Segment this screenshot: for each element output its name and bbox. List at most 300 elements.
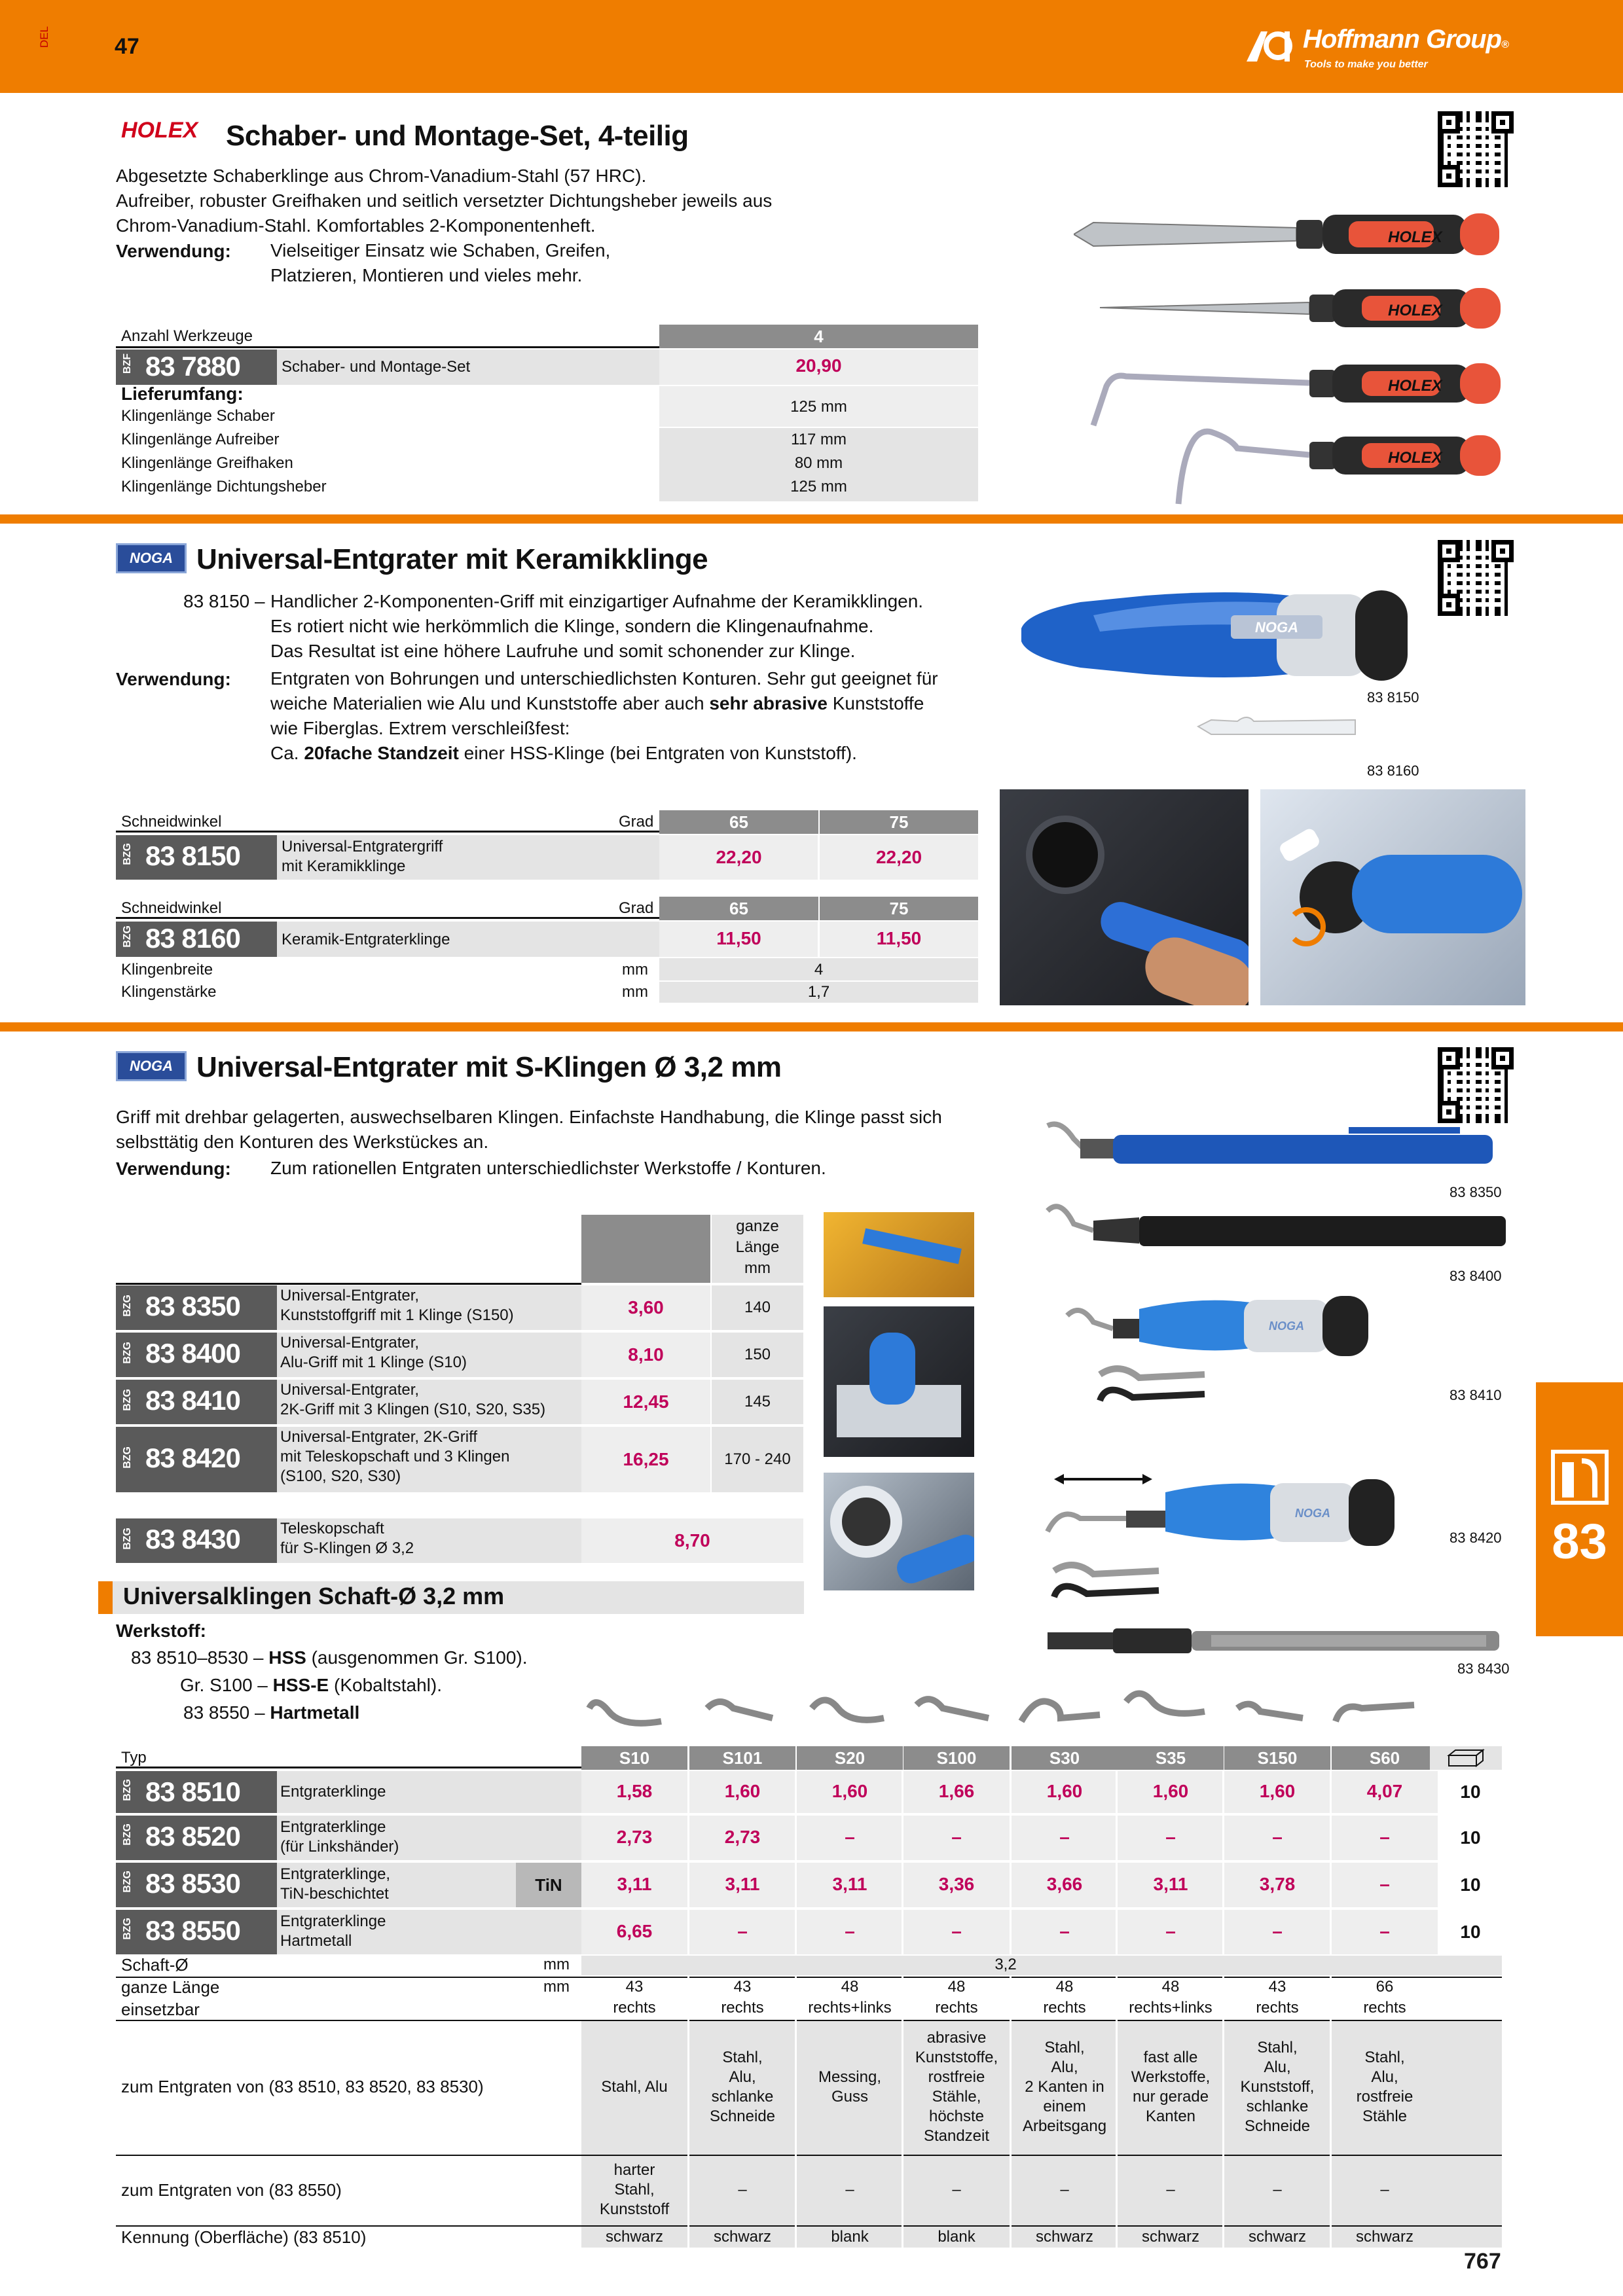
t4-spec-col-sep-1 <box>687 1975 689 2248</box>
telescopic-shaft-image <box>1048 1621 1506 1660</box>
qr-code-icon[interactable] <box>1438 540 1514 616</box>
t3-row1-article[interactable]: 83 8400 <box>145 1338 240 1369</box>
deburring-photo-4 <box>824 1306 974 1457</box>
t4-row2-price-s101: 3,11 <box>725 1874 760 1894</box>
page-number-bottom: 767 <box>1464 2249 1501 2274</box>
t4-spec-col-sep-5 <box>1116 1975 1118 2248</box>
chapter-number: 83 <box>1552 1514 1607 1570</box>
t4-entgr1-s150-0: Stahl, <box>1257 2039 1298 2056</box>
t4-row3-price-s150: – <box>1272 1921 1283 1941</box>
deburring-photo-1 <box>1000 789 1249 1005</box>
t1-row-label-0: Klingenlänge Schaber <box>121 407 275 425</box>
deburring-tool-icon <box>1549 1448 1611 1507</box>
qr-code-icon[interactable] <box>1438 1047 1514 1123</box>
section1-desc-line2: Aufreiber, robuster Greifhaken und seitlich versetzter Dichtungsheber jeweils aus <box>116 190 773 211</box>
seal-lifter-tool <box>1178 431 1501 504</box>
section1-use-line1: Vielseitiger Einsatz wie Schaben, Greifen, <box>270 240 611 260</box>
t4-laenge-s35: 48 <box>1161 1978 1180 1996</box>
t4-row1-code: BZG <box>122 1823 133 1846</box>
t2b-spec-label-0: Klingenbreite <box>121 961 213 978</box>
t4-row3-price-s10: 6,65 <box>616 1921 653 1941</box>
t4-entgr1-s100-4: höchste <box>928 2108 985 2125</box>
section2-use-line2: weiche Materialien wie Alu und Kunststoffe aber auch sehr abrasive Kunststoffe <box>270 693 924 713</box>
tin-coating-tag: TiN <box>535 1875 562 1895</box>
t4-row2-price-s35: 3,11 <box>1153 1874 1188 1894</box>
t3-row2-code: BZG <box>122 1389 133 1411</box>
t4-row0-price-s35: 1,60 <box>1152 1781 1189 1801</box>
t4-kennung-s100: blank <box>938 2228 976 2246</box>
t3-row1-price: 8,10 <box>628 1344 664 1365</box>
t4-einsetzbar-label: einsetzbar <box>121 2000 200 2019</box>
t4-entgr2-s35-0: – <box>1166 2181 1175 2198</box>
tool-brand-3: HOLEX <box>1388 377 1442 395</box>
t4-type-s100: S100 <box>903 1746 1010 1770</box>
t4-row1-price-s30: – <box>1059 1827 1070 1847</box>
t4-row0-price-s30: 1,60 <box>1046 1781 1083 1801</box>
t4-einsetzbar-s20: rechts+links <box>808 1999 892 2017</box>
section3-desc-line1: Griff mit drehbar gelagerten, auswechselbaren Klingen. Einfachste Handhabung, die Klinge passt sich <box>116 1107 942 1127</box>
t2a-price-65: 22,20 <box>716 847 762 867</box>
t4-einsetzbar-s30: rechts <box>1043 1999 1086 2017</box>
t4-col-sep-2 <box>795 1771 797 1954</box>
t1-article-number[interactable]: 83 7880 <box>145 351 240 382</box>
t1-header-label: Anzahl Werkzeuge <box>121 327 253 345</box>
t4-entgr1-s20-1: Guss <box>831 2088 868 2106</box>
image-label-838420: 83 8420 <box>1450 1530 1502 1546</box>
section3-desc-line2: selbsttätig den Konturen des Werkstückes an. <box>116 1132 489 1152</box>
t3-row3-name3: (S100, S20, S30) <box>280 1467 401 1485</box>
blade-s20-icon <box>812 1700 884 1720</box>
t4-row1-price-s20: – <box>845 1827 855 1847</box>
t4-row1-price-s35: – <box>1165 1827 1176 1847</box>
t3-row3-article[interactable]: 83 8420 <box>145 1443 240 1473</box>
image-label-838400: 83 8400 <box>1450 1268 1502 1284</box>
t2b-article-number[interactable]: 83 8160 <box>145 923 240 954</box>
t4-row2-price-s10: 3,11 <box>617 1874 652 1894</box>
t4-row0-price-s20: 1,60 <box>831 1781 868 1801</box>
hoffmann-group-logo <box>1244 25 1519 77</box>
t4-row2-price-s30: 3,66 <box>1046 1874 1083 1894</box>
t4-entgr2-s10-0: harter <box>613 2161 655 2179</box>
t1-row-label-2: Klingenlänge Greifhaken <box>121 454 293 472</box>
language-tag: DEL <box>38 26 50 48</box>
t4-row1-price-s60: – <box>1379 1827 1390 1847</box>
t4-kennung-s30: schwarz <box>1035 2228 1094 2246</box>
section2-p1-line2: Es rotiert nicht wie herkömmlich die Klinge, sondern die Klingenaufnahme. <box>270 616 874 636</box>
t4-entgr1-s35-3: Kanten <box>1145 2108 1196 2125</box>
t2a-name-line1: Universal-Entgratergriff <box>282 838 443 855</box>
t4-entgr1-s100-2: rostfreie <box>928 2068 985 2086</box>
t4-typ-header <box>116 1748 581 1768</box>
t2b-col-65: 65 <box>659 897 818 920</box>
section2-use-line1: Entgraten von Bohrungen und unterschiedlichsten Konturen. Sehr gut geeignet für <box>270 668 938 689</box>
t4-schaft-unit: mm <box>543 1956 570 1973</box>
t4-einsetzbar-s35: rechts+links <box>1129 1999 1213 2017</box>
t4-row2-price-s20: 3,11 <box>832 1874 867 1894</box>
blade-s100-icon <box>917 1699 989 1718</box>
t4-laenge-s101: 43 <box>733 1978 752 1996</box>
chapter-tab[interactable] <box>1536 1382 1623 1636</box>
t4-type-s60: S60 <box>1332 1746 1438 1770</box>
t3-row0-article[interactable]: 83 8350 <box>145 1291 240 1321</box>
blade-s60-icon <box>1336 1705 1414 1721</box>
t4-row3-name0: Entgraterklinge <box>280 1912 386 1930</box>
t2b-spec-unit-1: mm <box>622 983 648 1001</box>
handle-838420 <box>1048 1474 1395 1597</box>
t3-tele-article[interactable]: 83 8430 <box>145 1524 240 1554</box>
t3-row1-name2: Alu-Griff mit 1 Klinge (S10) <box>280 1354 467 1371</box>
t4-row2-article[interactable]: 83 8530 <box>145 1868 240 1899</box>
t4-einsetzbar-s101: rechts <box>721 1999 764 2017</box>
t3-row2-article[interactable]: 83 8410 <box>145 1385 240 1416</box>
t4-kennung-s20: blank <box>831 2228 869 2246</box>
t4-row3-name1: Hartmetall <box>280 1932 352 1950</box>
t1-code: BZF <box>122 353 133 374</box>
t1-product-name: Schaber- und Montage-Set <box>282 358 471 376</box>
handle-label-3: NOGA <box>1295 1507 1330 1520</box>
t2a-name-line2: mit Keramikklinge <box>282 857 406 875</box>
t3-row3-code: BZG <box>122 1446 133 1469</box>
deburring-photo-5 <box>824 1473 974 1590</box>
t4-entgr1-s150-2: Kunststoff, <box>1240 2078 1315 2096</box>
t4-entgr1-s30-4: Arbeitsgang <box>1022 2117 1107 2135</box>
t4-entgr1-s100-0: abrasive <box>926 2029 987 2047</box>
blade-s35-icon <box>1126 1694 1205 1713</box>
tool-brand-4: HOLEX <box>1388 449 1442 467</box>
t4-entgr2-s60-0: – <box>1380 2181 1389 2198</box>
t4-kennung-s35: schwarz <box>1141 2228 1200 2246</box>
blade-s101-icon <box>707 1702 773 1718</box>
t4-entgr1-s101-2: schlanke <box>711 2088 774 2106</box>
t4-laenge-s30: 48 <box>1055 1978 1074 1996</box>
t4-row1-price-s100: – <box>951 1827 962 1847</box>
t4-row1-name1: (für Linkshänder) <box>280 1838 399 1856</box>
handle-838400 <box>1048 1206 1506 1246</box>
t4-col-sep-3 <box>902 1771 903 1954</box>
t1-delivery-label: Lieferumfang: <box>121 384 244 404</box>
t4-row3-article[interactable]: 83 8550 <box>145 1915 240 1946</box>
t4-row3-price-s35: – <box>1165 1921 1176 1941</box>
t4-entgr1-label: zum Entgraten von (83 8510, 83 8520, 83 8530) <box>121 2077 484 2096</box>
t3-len-h2: Länge <box>735 1238 780 1256</box>
blade-shapes-image <box>576 1682 1427 1734</box>
t4-kennung-s60: schwarz <box>1355 2228 1414 2246</box>
t4-row3-price-s60: – <box>1379 1921 1390 1941</box>
t2b-price-65: 11,50 <box>716 928 761 948</box>
t4-row2-qty: 10 <box>1460 1874 1481 1895</box>
deburring-photo-2 <box>1260 789 1525 1005</box>
t4-spec-col-sep-6 <box>1222 1975 1224 2248</box>
t4-spec-col-sep-7 <box>1330 1975 1332 2248</box>
t3-tele-price: 8,70 <box>674 1530 710 1551</box>
t4-entgr1-s100-5: Standzeit <box>923 2127 990 2145</box>
section2-use-label: Verwendung: <box>116 669 231 689</box>
noga-brand-logo: NOGA <box>116 543 187 573</box>
t4-row3-code: BZG <box>122 1918 133 1940</box>
t4-row2-name1: TiN-beschichtet <box>280 1885 389 1903</box>
t4-entgr2-s30-0: – <box>1060 2181 1069 2198</box>
t3-len-h1: ganze <box>736 1217 779 1235</box>
t3-row2-name2: 2K-Griff mit 3 Klingen (S10, S20, S35) <box>280 1401 546 1418</box>
t4-entgr2-label: zum Entgraten von (83 8550) <box>121 2180 342 2200</box>
t4-kennung-label: Kennung (Oberfläche) (83 8510) <box>121 2227 367 2247</box>
t4-kennung-s150: schwarz <box>1248 2228 1307 2246</box>
t2b-col-75: 75 <box>820 897 978 920</box>
werkstoff-line1: 83 8510–8530 – HSS (ausgenommen Gr. S100). <box>131 1647 528 1668</box>
t4-einsetzbar-s10: rechts <box>613 1999 656 2017</box>
t4-type-s150: S150 <box>1224 1746 1330 1770</box>
t3-row0-name2: Kunststoffgriff mit 1 Klinge (S150) <box>280 1306 514 1324</box>
image-label-838350: 83 8350 <box>1450 1184 1502 1200</box>
t4-row0-qty: 10 <box>1460 1782 1481 1802</box>
t4-row3-qty: 10 <box>1460 1922 1481 1942</box>
t2a-code: BZG <box>122 843 133 865</box>
t4-einsetzbar-s150: rechts <box>1256 1999 1299 2017</box>
t4-type-s101: S101 <box>689 1746 795 1770</box>
qr-code-icon[interactable] <box>1438 111 1514 187</box>
hoffmann-emblem-icon <box>1244 25 1299 64</box>
t4-entgr2-s150-0: – <box>1273 2181 1282 2198</box>
blade-s30-icon <box>1021 1701 1100 1721</box>
scraper-set-image <box>1074 196 1519 511</box>
t4-row3-price-s101: – <box>737 1921 748 1941</box>
t4-row0-price-s101: 1,60 <box>724 1781 761 1801</box>
t1-header-value: 4 <box>659 325 978 348</box>
t2b-spec-val-1: 1,7 <box>807 983 830 1001</box>
company-tagline: Tools to make you better <box>1304 59 1428 70</box>
t4-col-sep-6 <box>1222 1771 1224 1954</box>
t4-entgr2-s100-0: – <box>952 2181 961 2198</box>
t4-entgr1-s60-3: Stähle <box>1362 2108 1408 2125</box>
t4-row2-price-s100: 3,36 <box>938 1874 975 1894</box>
werkstoff-line2: Gr. S100 – HSS-E (Kobaltstahl). <box>180 1675 442 1695</box>
werkstoff-line3: 83 8550 – Hartmetall <box>183 1702 360 1723</box>
t4-entgr1-s30-1: Alu, <box>1051 2058 1078 2076</box>
image-label-838150: 83 8150 <box>1367 689 1419 706</box>
section2-divider <box>0 514 1623 524</box>
t3-row0-name1: Universal-Entgrater, <box>280 1287 420 1304</box>
section3-title: Universal-Entgrater mit S-Klingen Ø 3,2 mm <box>196 1051 782 1083</box>
t4-row3-price-s20: – <box>845 1921 855 1941</box>
t2a-price-75: 22,20 <box>875 847 922 867</box>
t3-row3-price: 16,25 <box>623 1449 669 1469</box>
t4-col-sep-5 <box>1116 1771 1118 1954</box>
blade-s10-icon <box>589 1702 661 1723</box>
t3-row0-price: 3,60 <box>628 1297 664 1318</box>
section4-title: Universalklingen Schaft-Ø 3,2 mm <box>123 1583 505 1609</box>
t4-laenge-s60: 66 <box>1376 1978 1394 1996</box>
section1-desc-line3: Chrom-Vanadium-Stahl. Komfortables 2-Komponentenheft. <box>116 215 596 236</box>
image-label-838160: 83 8160 <box>1367 762 1419 779</box>
t4-row1-qty: 10 <box>1460 1827 1481 1848</box>
t2a-article-number[interactable]: 83 8150 <box>145 840 240 871</box>
image-label-838430: 83 8430 <box>1457 1660 1510 1677</box>
t4-row3-price-s30: – <box>1059 1921 1070 1941</box>
t4-row2-name0: Entgraterklinge, <box>280 1865 391 1883</box>
section3-use-label: Verwendung: <box>116 1158 231 1179</box>
t4-entgr2-s10-2: Kunststoff <box>599 2200 670 2218</box>
t4-kennung-s101: schwarz <box>713 2228 772 2246</box>
section1-use-line2: Platzieren, Montieren und vieles mehr. <box>270 265 583 285</box>
t4-entgr1-s150-3: schlanke <box>1246 2098 1309 2115</box>
t4-type-s20: S20 <box>797 1746 903 1770</box>
t3-len-h3: mm <box>744 1259 771 1277</box>
t4-spec-col-sep-2 <box>795 1975 797 2248</box>
blade-s150-icon <box>1237 1704 1303 1718</box>
t1-row-label-3: Klingenlänge Dichtungsheber <box>121 478 327 495</box>
t4-entgr1-s30-3: einem <box>1043 2098 1086 2115</box>
tool-brand-2: HOLEX <box>1388 302 1442 319</box>
t4-entgr1-s30-2: 2 Kanten in <box>1025 2078 1104 2096</box>
t4-entgr1-s60-0: Stahl, <box>1364 2049 1405 2066</box>
t4-entgr1-s101-0: Stahl, <box>722 2049 763 2066</box>
t4-spec-col-sep-3 <box>902 1975 903 2248</box>
handle-838410 <box>1067 1296 1368 1401</box>
t1-row-val-2: 80 mm <box>794 454 843 472</box>
t2b-name: Keramik-Entgraterklinge <box>282 931 450 948</box>
package-icon <box>1446 1749 1486 1767</box>
t4-entgr1-s35-2: nur gerade <box>1132 2088 1209 2106</box>
section2-use-line4: Ca. 20fache Standzeit einer HSS-Klinge (bei Entgraten von Kunststoff). <box>270 743 857 763</box>
t4-entgr1-s20-0: Messing, <box>818 2068 882 2086</box>
handle-label-1: NOGA <box>1255 619 1298 636</box>
t4-entgr2-s101-0: – <box>738 2181 747 2198</box>
t4-row1-price-s10: 2,73 <box>616 1827 653 1847</box>
t4-laenge-unit: mm <box>543 1978 570 1996</box>
t3-row1-len: 150 <box>744 1346 771 1363</box>
t4-entgr1-s150-1: Alu, <box>1264 2058 1291 2076</box>
section1-title: Schaber- und Montage-Set, 4-teilig <box>226 120 689 152</box>
t4-row3-price-s100: – <box>951 1921 962 1941</box>
t1-row-label-1: Klingenlänge Aufreiber <box>121 431 280 448</box>
t2a-header-label: Schneidwinkel <box>121 813 222 831</box>
t3-row0-len: 140 <box>744 1299 771 1316</box>
t2b-price-75: 11,50 <box>876 928 922 948</box>
noga-brand-logo: NOGA <box>116 1051 187 1081</box>
holex-brand-logo: HOLEX <box>121 118 198 143</box>
t2a-col-65: 65 <box>659 810 818 834</box>
section3-use-text: Zum rationellen Entgraten unterschiedlichster Werkstoffe / Konturen. <box>270 1158 826 1178</box>
t3-row3-len: 170 - 240 <box>724 1450 791 1468</box>
t4-type-s30: S30 <box>1012 1746 1118 1770</box>
section2-p1-line1: Handlicher 2-Komponenten-Griff mit einzigartiger Aufnahme der Keramikklingen. <box>270 591 924 611</box>
t4-entgr1-s30-0: Stahl, <box>1044 2039 1085 2056</box>
t4-type-s35: S35 <box>1118 1746 1224 1770</box>
t4-laenge-s20: 48 <box>841 1978 859 1996</box>
t2b-spec-unit-0: mm <box>622 961 648 978</box>
t3-header-line <box>116 1283 581 1285</box>
t4-row1-name0: Entgraterklinge <box>280 1818 386 1836</box>
t4-row1-article[interactable]: 83 8520 <box>145 1821 240 1852</box>
t2b-header-label: Schneidwinkel <box>121 899 222 917</box>
t2b-code: BZG <box>122 925 133 948</box>
t3-row0-code: BZG <box>122 1295 133 1317</box>
section3-divider <box>0 1022 1623 1031</box>
t4-col-sep-4 <box>1010 1771 1012 1954</box>
t4-type-s10: S10 <box>581 1746 687 1770</box>
t4-row2-code: BZG <box>122 1871 133 1893</box>
t4-row2-price-s150: 3,78 <box>1259 1874 1296 1894</box>
t4-einsetzbar-s100: rechts <box>935 1999 978 2017</box>
t4-entgr1-s60-1: Alu, <box>1371 2068 1398 2086</box>
t4-typ-label: Typ <box>121 1749 147 1767</box>
section2-use-line3: wie Fiberglas. Extrem verschleißfest: <box>270 718 570 738</box>
t4-col-sep-1 <box>687 1771 689 1954</box>
t4-entgr1-s60-2: rostfreie <box>1356 2088 1413 2106</box>
t4-entgr1-s150-4: Schneide <box>1244 2117 1311 2135</box>
t4-row2-price-s60: – <box>1379 1874 1390 1894</box>
t1-price: 20,90 <box>795 355 842 376</box>
handle-838350 <box>1048 1124 1493 1164</box>
t4-pack-header <box>1430 1746 1502 1770</box>
t4-laenge-label: ganze Länge <box>121 1977 220 1997</box>
t4-entgr1-s101-3: Schneide <box>709 2108 776 2125</box>
t2a-header-unit: Grad <box>619 813 654 831</box>
t1-row-val-1: 117 mm <box>791 431 847 448</box>
t4-row1-price-s101: 2,73 <box>724 1827 761 1847</box>
t4-laenge-s10: 43 <box>625 1978 644 1996</box>
t4-schaft-label: Schaft-Ø <box>121 1955 189 1975</box>
t3-tele-name2: für S-Klingen Ø 3,2 <box>280 1539 414 1557</box>
t4-entgr1-s35-1: Werkstoffe, <box>1131 2068 1211 2086</box>
t2a-col-75: 75 <box>820 810 978 834</box>
t4-row0-price-s100: 1,66 <box>938 1781 975 1801</box>
t3-row1-name1: Universal-Entgrater, <box>280 1334 420 1352</box>
ceramic-deburrer-image <box>1015 550 1434 759</box>
t4-laenge-s100: 48 <box>947 1978 966 1996</box>
t4-entgr2-s10-1: Stahl, <box>614 2181 655 2198</box>
section4-title-accent <box>98 1581 113 1614</box>
t1-sep <box>116 427 978 428</box>
t4-row0-price-s60: 4,07 <box>1366 1781 1403 1801</box>
t4-col-sep-7 <box>1330 1771 1332 1954</box>
t4-row0-article[interactable]: 83 8510 <box>145 1776 240 1807</box>
t4-entgr2-s20-0: – <box>845 2181 854 2198</box>
t3-price-header <box>581 1215 710 1283</box>
t4-row0-price-s150: 1,60 <box>1259 1781 1296 1801</box>
t3-row2-price: 12,45 <box>623 1391 669 1412</box>
t4-kennung-s10: schwarz <box>605 2228 664 2246</box>
t3-row2-name1: Universal-Entgrater, <box>280 1381 420 1399</box>
t3-row1-code: BZG <box>122 1342 133 1364</box>
t3-tele-code: BZG <box>122 1528 133 1550</box>
t4-entgr1-s101-1: Alu, <box>729 2068 756 2086</box>
section2-p1-code: 83 8150 – <box>183 591 265 611</box>
werkstoff-label: Werkstoff: <box>116 1621 206 1641</box>
t4-row0-name0: Entgraterklinge <box>280 1783 386 1801</box>
t1-row-val-0: 125 mm <box>790 398 847 416</box>
handle-label-2: NOGA <box>1269 1319 1304 1333</box>
t2b-spec-label-1: Klingenstärke <box>121 983 217 1001</box>
t1-row-val-3: 125 mm <box>790 478 847 495</box>
t4-row1-price-s150: – <box>1272 1827 1283 1847</box>
image-label-838410: 83 8410 <box>1450 1387 1502 1403</box>
deburring-photo-3 <box>824 1212 974 1297</box>
t3-tele-name1: Teleskopschaft <box>280 1520 384 1537</box>
t4-schaft-value: 3,2 <box>994 1956 1017 1973</box>
t4-row0-code: BZG <box>122 1779 133 1801</box>
t4-entgr1-s100-1: Kunststoffe, <box>915 2049 998 2066</box>
section1-use-label: Verwendung: <box>116 241 231 261</box>
section2-title: Universal-Entgrater mit Keramikklinge <box>196 543 708 575</box>
company-name: Hoffmann Group® <box>1303 25 1508 54</box>
t2b-header-unit: Grad <box>619 899 654 917</box>
t3-row3-name1: Universal-Entgrater, 2K-Griff <box>280 1428 477 1446</box>
t3-row3-name2: mit Teleskopschaft und 3 Klingen <box>280 1448 510 1465</box>
t4-entgr1-s10-0: Stahl, Alu <box>601 2078 668 2096</box>
t1-header-label-cell <box>116 325 659 348</box>
t2b-spec-val-0: 4 <box>814 961 824 978</box>
